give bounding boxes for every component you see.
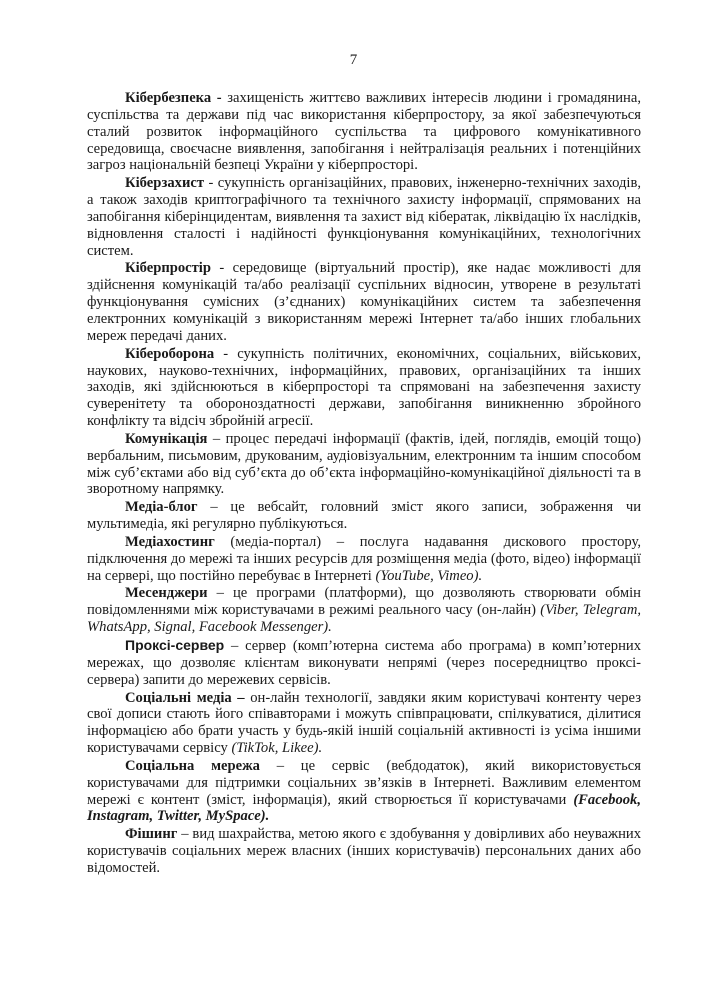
glossary-entry-social-media <box>87 690 641 757</box>
term: Проксі-сервер <box>125 637 225 653</box>
definition: – процес передачі інформації (фактів, ідей, поглядів, емоцій тощо) вербальним, письмовим, друкованим, аудіовізуальним, електронним та іншим способом між суб’єктами або від суб’єкта до об’єкта інформаційно-комунікаційної діяльності та в зворотному напрямку. <box>87 430 641 498</box>
definition: захищеність життєво важливих інтересів людини і громадянина, суспільства та держави під час використання кіберпростору, за якої забезпечуються сталий розвиток інформаційного суспільства та цифрового комунікативного середовища, своєчасне виявлення, запобігання і нейтралізація реальних і потенційних загроз національній безпеці України у кіберпросторі. <box>87 90 641 174</box>
term: Кіберпростір <box>125 260 211 277</box>
term: Соціальна мережа <box>125 757 260 774</box>
definition: – це програми (платформи), що дозволяють створювати обмін повідомленнями між користувачами в режимі реального часу (он-лайн) <box>87 585 641 619</box>
glossary-entry-phishing <box>87 826 641 877</box>
definition: - сукупність організаційних, правових, інженерно-технічних заходів, а також заходів криптографічного та технічного захисту інформації, спрямованих на запобігання кіберінцидентам, виявлення та захист від кібератак, ліквідацію їх наслідків, відновлення сталості і надійності функціонування комунікаційних, технологічних систем. <box>87 175 641 259</box>
term: Месенджери <box>125 585 208 602</box>
examples: (Facebook, Instagram, Twitter, MySpace). <box>87 791 641 825</box>
definition: - середовище (віртуальний простір), яке надає можливості для здійснення комунікацій та/або реалізації суспільних відносин, утворене в результаті функціонування сумісних (з’єднаних) комунікаційних систем та забезпечення електронних комунікацій з використанням мережі Інтернет та/або інших глобальних мереж передачі даних. <box>87 260 642 344</box>
glossary-entry-media-hosting <box>87 534 641 585</box>
definition: – вид шахрайства, метою якого є здобування у довірливих або неуважних користувачів соціальних мереж власних (інших користувачів) персональних даних або відомостей. <box>87 826 641 876</box>
term: Кібербезпека - <box>125 90 222 106</box>
glossary-body <box>87 90 641 878</box>
definition: - сукупність політичних, економічних, соціальних, військових, наукових, науково-технічних, інформаційних, правових, організаційних та інших заходів, які здійснюються в кіберпросторі та спрямовані на забезпечення захисту суверенітету та обороноздатності держави, запобігання виникненню збройного конфлікту та відсіч збройній агресії. <box>87 345 641 430</box>
glossary-entry-social-network <box>87 758 641 825</box>
term: Медіахостинг <box>125 533 215 550</box>
glossary-entry-cyberspace <box>87 260 641 344</box>
examples: (TikTok, Likee). <box>231 740 323 757</box>
glossary-entry-cybersecurity <box>87 90 641 174</box>
definition: – сервер (комп’ютерна система або програма) в комп’ютерних мережах, що дозволяє клієнтам виконувати непрямі (через посередництво проксі-сервера) запити до мережевих сервісів. <box>87 638 641 688</box>
examples: (YouTube, Vimeo). <box>375 567 483 584</box>
term: Кіберзахист <box>125 175 205 192</box>
term: Медіа-блог <box>125 499 198 516</box>
glossary-entry-media-blog <box>87 499 641 533</box>
term: Соціальні медіа – <box>125 689 245 706</box>
page-number: 7 <box>349 52 358 68</box>
glossary-entry-cyberdefense-protection <box>87 175 641 259</box>
definition: – це вебсайт, головний зміст якого записи, зображення чи мультимедіа, які регулярно публікуються. <box>87 499 641 533</box>
definition: – це сервіс (вебдодаток), який використовується користувачами для підтримки соціальних зв’язків в Інтернеті. Важливим елементом мережі є контент (зміст, інформація), який створюється її користувачами <box>87 757 641 808</box>
term: Кібероборона <box>125 345 215 362</box>
definition: (медіа-портал) – послуга надавання дискового простору, підключення до мережі та інших ресурсів для розміщення медіа (фото, відео) інформації на сервері, що постійно перебуває в Інтернеті <box>87 533 641 584</box>
glossary-entry-communication <box>87 431 641 498</box>
glossary-entry-proxy-server <box>87 637 641 689</box>
glossary-entry-messengers <box>87 585 641 636</box>
definition: он-лайн технології, завдяки яким користувачі контенту через свої дописи стають його співавторами і можуть співпрацювати, спілкуватися, ділитися інформацією або брати участь у будь-якій іншій соціальній активності із усіма іншими користувачами сервісу <box>87 689 641 757</box>
term: Комунікація <box>125 430 208 447</box>
glossary-entry-cyberdefense <box>87 346 641 430</box>
examples: (Viber, Telegram, WhatsApp, Signal, Facebook Messenger). <box>87 602 642 636</box>
term: Фішинг <box>125 826 178 843</box>
